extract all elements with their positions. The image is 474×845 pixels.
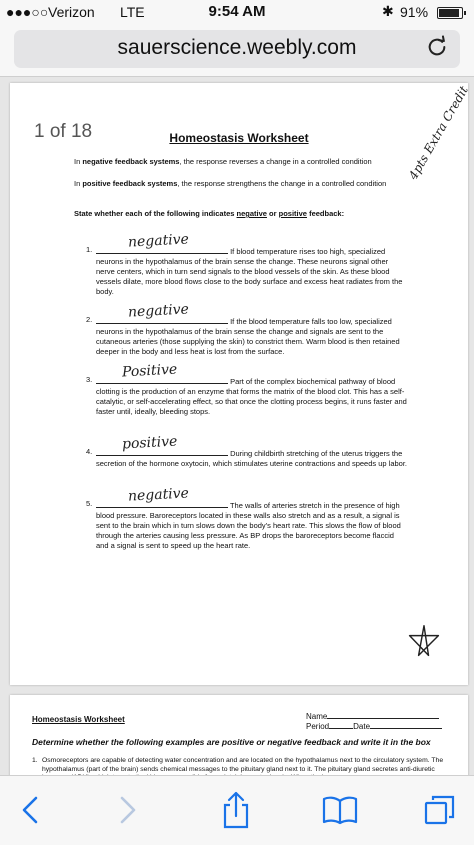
network-type: LTE [120,4,145,20]
document-page-1 [10,83,471,685]
handwritten-answer-3: Positive [121,361,178,381]
bluetooth-icon: ✱ [382,3,394,19]
share-button[interactable] [216,790,256,830]
forward-icon[interactable] [117,795,139,825]
browser-toolbar [0,775,474,845]
tabs-button[interactable] [420,790,460,830]
bookmarks-icon[interactable] [322,795,358,825]
handwritten-star-icon [406,623,442,659]
handwritten-answer-5: negative [127,485,190,505]
status-bar [0,0,474,24]
bookmarks-button[interactable] [320,790,360,830]
worksheet-title: Homeostasis Worksheet [169,131,309,145]
negative-feedback-definition: In negative feedback systems, the response reverses a change in a controlled condition [74,157,372,166]
question-5: 5. The walls of arteries stretch in the presence of high blood pressure. Baroreceptors located in these walls also stretch and as a result, a signal is sent to the brain which in turn slows down the body's heart rate. This slows the flow of blood through the arteries causing less pressure. As BP drops the baroreceptors become flaccid and a signal is sent to speed up the heart rate. [86,499,401,550]
question-3: 3. Part of the complex biochemical pathway of blood clotting is the production of an enzyme that forms the matrix of the blood clot. This has a self- catalytic, or self-accelerating effect, so that once the clotting process begins, it runs faster and faster until, ideally, bleeding stops. [86,375,407,416]
page2-title: Homeostasis Worksheet [32,715,125,724]
share-icon[interactable] [221,791,251,829]
url-field[interactable] [14,30,460,68]
battery-icon [437,7,463,19]
battery-percentage: 91% [400,4,429,20]
page2-question-1: 1. Osmoreceptors are capable of detecting water concentration and are located on the hypothalamus next to the circulatory system. The hypothalamus (part of the brain) sends chemical messages to the pituitary gland next to it. The pituitary gland secretes anti-diuretic [32,757,444,773]
address-bar [0,24,474,77]
tabs-icon[interactable] [424,794,456,826]
handwritten-answer-4: positive [121,433,178,453]
pdf-viewer[interactable] [0,77,474,775]
page-indicator: 1 of 18 [34,121,93,142]
clock: 9:54 AM [208,3,266,20]
instructions: State whether each of the following indicates negative or positive feedback: [74,209,345,218]
forward-button[interactable] [108,790,148,830]
handwritten-extra-credit-note: 4pts Extra Credit [406,83,471,182]
carrier-name: Verizon [48,4,95,20]
question-4: 4. During childbirth stretching of the uterus triggers the secretion of the hormone oxytocin, which stimulates uterine contractions and speeds up labor. [86,447,408,468]
positive-feedback-definition: In positive feedback systems, the response strengthens the change in a controlled condition [74,179,387,188]
url-text[interactable]: sauerscience.weebly.com [117,36,357,59]
question-2: 2. If the blood temperature falls too low, specialized neurons in the hypothalamus of the brain sense the change and signals are sent to the cutaneous arteries (those supplying the skin) to constrict them. Warm blood is then retained deeper in the body and less heat is lost from the surface. [86,315,400,356]
handwritten-answer-1: negative [127,231,190,251]
back-button[interactable] [10,790,50,830]
signal-strength: ●●●○○ [6,4,49,20]
handwritten-answer-2: negative [127,301,190,321]
name-field: Name [306,711,439,721]
page2-instructions: Determine whether the following examples are positive or negative feedback and write it in the box [32,737,431,747]
back-icon[interactable] [19,795,41,825]
reload-icon[interactable] [426,36,448,58]
period-date-field: Period Date [306,721,442,731]
question-1: 1. If blood temperature rises too high, specialized neurons in the hypothalamus of the brain sense the change. These neurons signal other nerve centers, which in turn send signals to the blood vessels of the skin. As these blood vessels dilate, more blood flows close to the body surface and excess heat radiates from the body. [86,245,403,296]
